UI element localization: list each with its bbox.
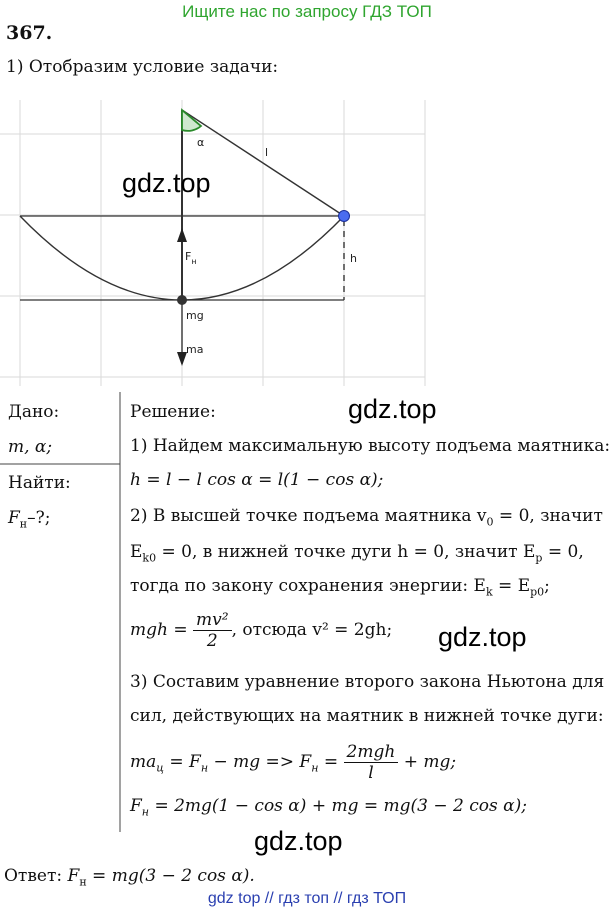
solution-step2b: $E_{k0} = 0$, в нижней точке дуги h = 0, значит $E_p = 0$, [130, 542, 584, 565]
find-value: $F_н-$?; [8, 508, 51, 531]
formula-4: $F_н = 2mg(1 - \cos \alpha)$ + mg = mg(3 − 2 cos α); [130, 796, 527, 819]
find-title: Найти: [8, 473, 71, 493]
bob-top [339, 211, 350, 222]
top-banner: Ищите нас по запросу ГДЗ ТОП [182, 2, 432, 21]
solution-step1: 1) Найдем максимальную высоту подъема маятника: [130, 436, 611, 456]
grid [0, 100, 425, 386]
given-title: Дано: [8, 402, 60, 422]
formula-1: h = l − l cos α = l(1 − cos α); [130, 470, 384, 490]
label-mg: mg [186, 309, 204, 322]
watermark-3: gdz.top [438, 622, 527, 652]
bob-bottom [177, 295, 187, 305]
given-values: m, α; [8, 437, 53, 457]
solution-step3b: сил, действующих на маятник в нижней точке дуги: [130, 706, 604, 726]
formula-3: $ma_ц = F_н$ − mg => $F_н$ = $\frac{\text{2mgh}}{l}$ + mg; [130, 742, 457, 783]
label-h: h [350, 252, 357, 265]
solution-step3a: 3) Составим уравнение второго закона Ньютона для [130, 672, 605, 692]
step1-text: 1) Отобразим условие задачи: [6, 57, 279, 77]
formula-2: mgh = $\frac{\text{mv²}}{2}$ , отсюда v² = 2gh; [130, 610, 393, 651]
watermark-2: gdz.top [348, 394, 437, 424]
problem-number: 367. [6, 22, 53, 44]
label-fn: $F_н$ [185, 250, 197, 266]
watermark-1: gdz.top [122, 168, 211, 198]
label-alpha: α [197, 136, 205, 149]
solution-step2c: тогда по закону сохранения энергии: $E_k = E_{p0}$; [130, 576, 550, 599]
fn-arrowhead [177, 228, 187, 242]
solution-title: Решение: [130, 402, 216, 422]
watermark-4: gdz.top [254, 826, 343, 856]
label-l: l [265, 146, 269, 159]
solution-step2a: 2) В высшей точке подъема маятника $v_0 = 0$, значит [130, 506, 603, 529]
footer-links: gdz top // гдз топ // гдз ТОП [207, 890, 407, 907]
answer: Ответ: $F_н = mg(3 - 2$ cos α). [4, 866, 255, 889]
label-ma: ma [186, 343, 204, 356]
pendulum-diagram [0, 100, 614, 388]
